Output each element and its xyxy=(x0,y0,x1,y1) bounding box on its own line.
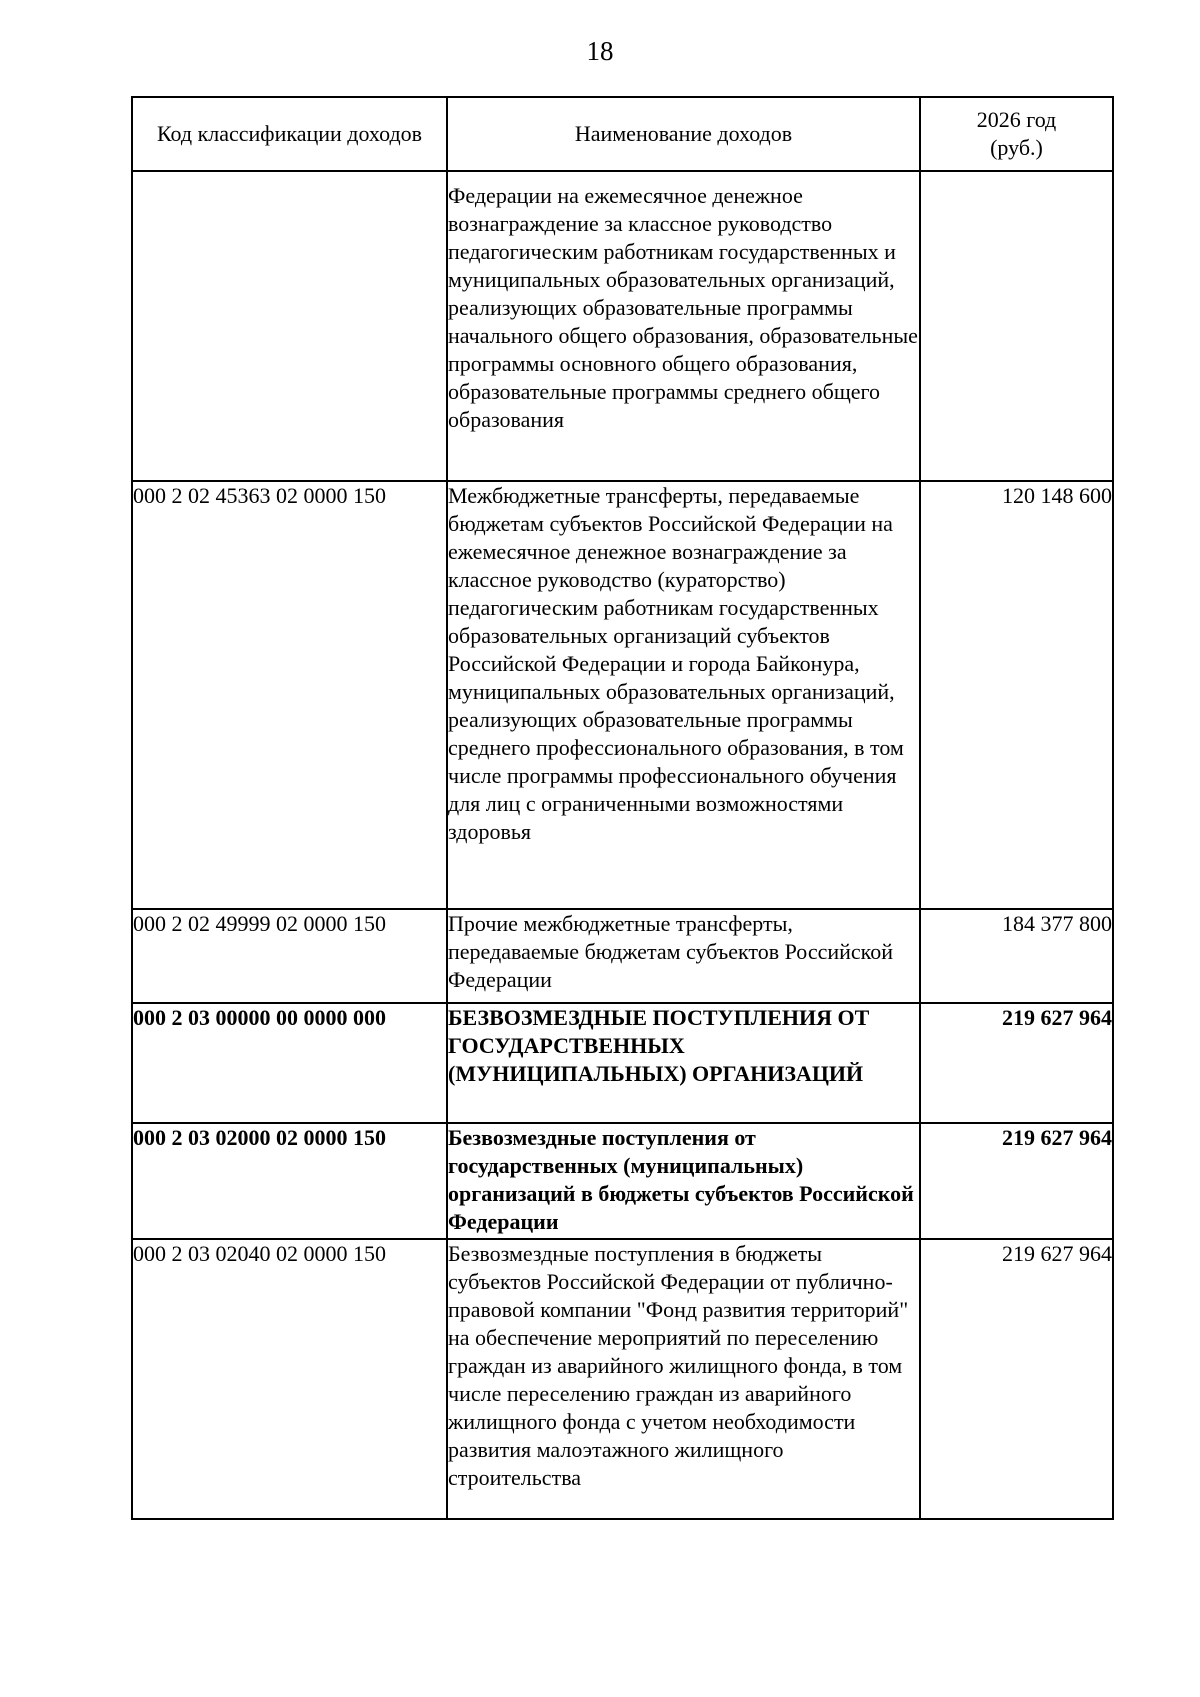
table-row xyxy=(132,909,1113,1003)
row-amount: 120 148 600 xyxy=(920,481,1113,909)
row-amount xyxy=(920,171,1113,481)
page-number: 18 xyxy=(586,36,614,66)
income-table xyxy=(131,96,1114,1520)
row-code xyxy=(132,171,447,481)
row-name: Безвозмездные поступления от государственных (муниципальных) организаций в бюджеты субъектов Российской Федерации xyxy=(447,1123,920,1239)
table-row xyxy=(132,1239,1113,1519)
table-header-row xyxy=(132,97,1113,171)
row-name: Межбюджетные трансферты, передаваемые бюджетам субъектов Российской Федерации на ежемесячное денежное вознаграждение за классное руководство (кураторство) педагогическим работникам государственных образовательных организаций субъектов Российской Федерации и города Байконура, муниципальных образовательных организаций, реализующих образовательные программы среднего профессионального образования, в том числе программы профессионального обучения для лиц с ограниченными возможностями здоровья xyxy=(447,481,920,909)
row-code: 000 2 02 49999 02 0000 150 xyxy=(132,909,447,1003)
row-amount: 184 377 800 xyxy=(920,909,1113,1003)
header-code: Код классификации доходов xyxy=(132,97,447,171)
row-name: БЕЗВОЗМЕЗДНЫЕ ПОСТУПЛЕНИЯ ОТ ГОСУДАРСТВЕННЫХ (МУНИЦИПАЛЬНЫХ) ОРГАНИЗАЦИЙ xyxy=(447,1003,920,1123)
row-name: Безвозмездные поступления в бюджеты субъектов Российской Федерации от публично-правовой компании "Фонд развития территорий" на обеспечение мероприятий по переселению граждан из аварийного жилищного фонда, в том числе переселению граждан из аварийного жилищного фонда с учетом необходимости развития малоэтажного жилищного строительства xyxy=(447,1239,920,1519)
row-code: 000 2 03 02040 02 0000 150 xyxy=(132,1239,447,1519)
row-amount: 219 627 964 xyxy=(920,1123,1113,1239)
row-amount: 219 627 964 xyxy=(920,1239,1113,1519)
row-amount: 219 627 964 xyxy=(920,1003,1113,1123)
header-name: Наименование доходов xyxy=(447,97,920,171)
header-amount-year: 2026 год xyxy=(976,107,1057,132)
row-code: 000 2 03 00000 00 0000 000 xyxy=(132,1003,447,1123)
table-row xyxy=(132,1003,1113,1123)
table-row xyxy=(132,481,1113,909)
row-code: 000 2 02 45363 02 0000 150 xyxy=(132,481,447,909)
header-amount xyxy=(920,97,1113,171)
table-row xyxy=(132,171,1113,481)
row-name: Федерации на ежемесячное денежное вознаграждение за классное руководство педагогическим работникам государственных и муниципальных образовательных организаций, реализующих образовательные программы начального общего образования, образовательные программы основного общего образования, образовательные программы среднего общего образования xyxy=(447,171,920,481)
row-code: 000 2 03 02000 02 0000 150 xyxy=(132,1123,447,1239)
table-row xyxy=(132,1123,1113,1239)
row-name: Прочие межбюджетные трансферты, передаваемые бюджетам субъектов Российской Федерации xyxy=(447,909,920,1003)
header-amount-unit: (руб.) xyxy=(990,135,1043,160)
